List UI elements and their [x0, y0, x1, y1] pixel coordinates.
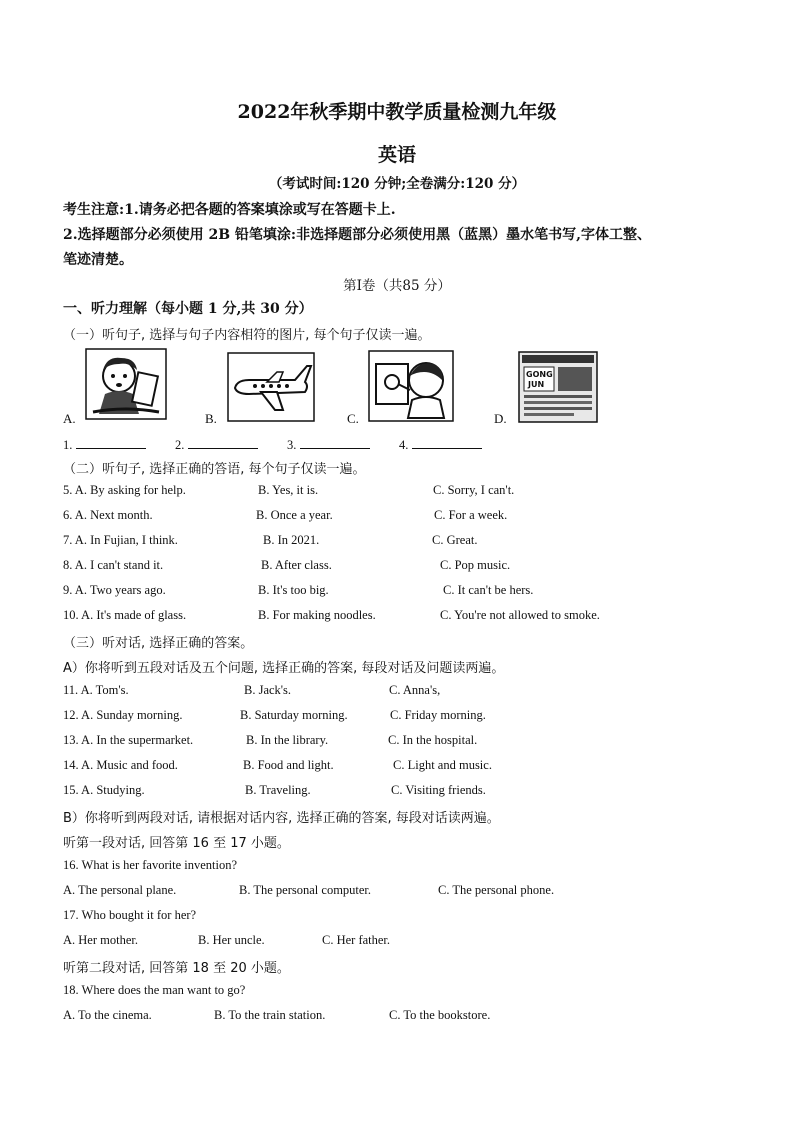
q6-option-c: C. For a week. [434, 508, 508, 522]
notice-line-3: 笔迹清楚。 [63, 252, 133, 268]
airplane-icon [227, 352, 315, 422]
part-3-instruction: （三）听对话, 选择正确的答案。 [63, 636, 254, 651]
q8-option-b: B. After class. [261, 558, 332, 572]
answer-blank-4[interactable] [399, 436, 482, 453]
blank-line [300, 436, 370, 449]
blank-line [188, 436, 258, 449]
blank-number: 1. [63, 438, 73, 452]
q11-option-a: 11. A. Tom's. [63, 683, 129, 697]
q11-option-c: C. Anna's, [389, 683, 441, 697]
q17-question: 17. Who bought it for her? [63, 908, 197, 922]
blank-number: 2. [175, 438, 185, 452]
q7-option-b: B. In 2021. [263, 533, 320, 547]
blank-number: 3. [287, 438, 297, 452]
svg-text:GONG: GONG [526, 370, 553, 379]
q14-option-a: 14. A. Music and food. [63, 758, 178, 772]
q12-option-b: B. Saturday morning. [240, 708, 348, 722]
svg-text:JUN: JUN [528, 380, 545, 389]
q5-option-c: C. Sorry, I can't. [433, 483, 515, 497]
picture-c-label: C. [347, 411, 359, 426]
q10-option-c: C. You're not allowed to smoke. [440, 608, 600, 622]
q13-option-a: 13. A. In the supermarket. [63, 733, 194, 747]
picture-b-label: B. [205, 411, 217, 426]
q16-option-c: C. The personal phone. [438, 883, 555, 897]
notice-line-1: 考生注意:1.请务必把各题的答案填涂或写在答题卡上. [63, 202, 396, 218]
boy-reading-icon [85, 348, 167, 420]
q13-option-c: C. In the hospital. [388, 733, 478, 747]
section-1-title: 一、听力理解（每小题 1 分,共 30 分） [63, 301, 313, 317]
part-1-instruction: （一）听句子, 选择与句子内容相符的图片, 每个句子仅读一遍。 [63, 328, 431, 343]
q7-option-c: C. Great. [432, 533, 478, 547]
newspaper-icon [518, 351, 598, 423]
q5-option-a: 5. A. By asking for help. [63, 483, 186, 497]
subject-title: 英语 [377, 144, 416, 166]
q18-option-a: A. To the cinema. [63, 1008, 152, 1022]
q7-option-a: 7. A. In Fujian, I think. [63, 533, 178, 547]
exam-title: 2022年秋季期中教学质量检测九年级 [237, 101, 557, 123]
q16-question: 16. What is her favorite invention? [63, 858, 238, 872]
picture-d-label: D. [494, 411, 507, 426]
part-2-instruction: （二）听句子, 选择正确的答语, 每个句子仅读一遍。 [63, 462, 366, 477]
answer-blank-2[interactable] [175, 436, 258, 453]
q17-option-a: A. Her mother. [63, 933, 138, 947]
q13-option-b: B. In the library. [246, 733, 329, 747]
q10-option-b: B. For making noodles. [258, 608, 376, 622]
q17-option-c: C. Her father. [322, 933, 391, 947]
q5-option-b: B. Yes, it is. [258, 483, 319, 497]
q18-option-c: C. To the bookstore. [389, 1008, 491, 1022]
q16-option-a: A. The personal plane. [63, 883, 177, 897]
q16-option-b: B. The personal computer. [239, 883, 372, 897]
part-3b-instruction: B）你将听到两段对话, 请根据对话内容, 选择正确的答案, 每段对话读两遍。 [63, 811, 500, 826]
q11-option-b: B. Jack's. [244, 683, 292, 697]
exam-info: （考试时间:120 分钟;全卷满分:120 分） [268, 176, 526, 192]
picture-a-label: A. [63, 411, 76, 426]
blank-number: 4. [399, 438, 409, 452]
blank-line [412, 436, 482, 449]
q9-option-c: C. It can't be hers. [443, 583, 534, 597]
q18-question: 18. Where does the man want to go? [63, 983, 246, 997]
q18-option-b: B. To the train station. [214, 1008, 326, 1022]
q10-option-a: 10. A. It's made of glass. [63, 608, 187, 622]
q8-option-c: C. Pop music. [440, 558, 511, 572]
dialog-2-instruction: 听第二段对话, 回答第 18 至 20 小题。 [63, 961, 290, 976]
q14-option-b: B. Food and light. [243, 758, 334, 772]
answer-blank-3[interactable] [287, 436, 370, 453]
q8-option-a: 8. A. I can't stand it. [63, 558, 164, 572]
q12-option-a: 12. A. Sunday morning. [63, 708, 183, 722]
volume-title: 第Ⅰ卷（共85 分） [343, 278, 451, 294]
q15-option-b: B. Traveling. [245, 783, 311, 797]
q15-option-a: 15. A. Studying. [63, 783, 145, 797]
q14-option-c: C. Light and music. [393, 758, 492, 772]
q9-option-b: B. It's too big. [258, 583, 329, 597]
q15-option-c: C. Visiting friends. [391, 783, 486, 797]
q17-option-b: B. Her uncle. [198, 933, 265, 947]
q9-option-a: 9. A. Two years ago. [63, 583, 166, 597]
dialog-1-instruction: 听第一段对话, 回答第 16 至 17 小题。 [63, 836, 290, 851]
girl-drawing-icon [368, 350, 454, 422]
q6-option-a: 6. A. Next month. [63, 508, 153, 522]
blank-line [76, 436, 146, 449]
q12-option-c: C. Friday morning. [390, 708, 486, 722]
q6-option-b: B. Once a year. [256, 508, 333, 522]
notice-line-2: 2.选择题部分必须使用 2B 铅笔填涂:非选择题部分必须使用黑（蓝黑）墨水笔书写,字体工整、 [63, 227, 651, 243]
answer-blank-1[interactable] [63, 436, 146, 453]
part-3a-instruction: A）你将听到五段对话及五个问题, 选择正确的答案, 每段对话及问题读两遍。 [63, 661, 505, 676]
